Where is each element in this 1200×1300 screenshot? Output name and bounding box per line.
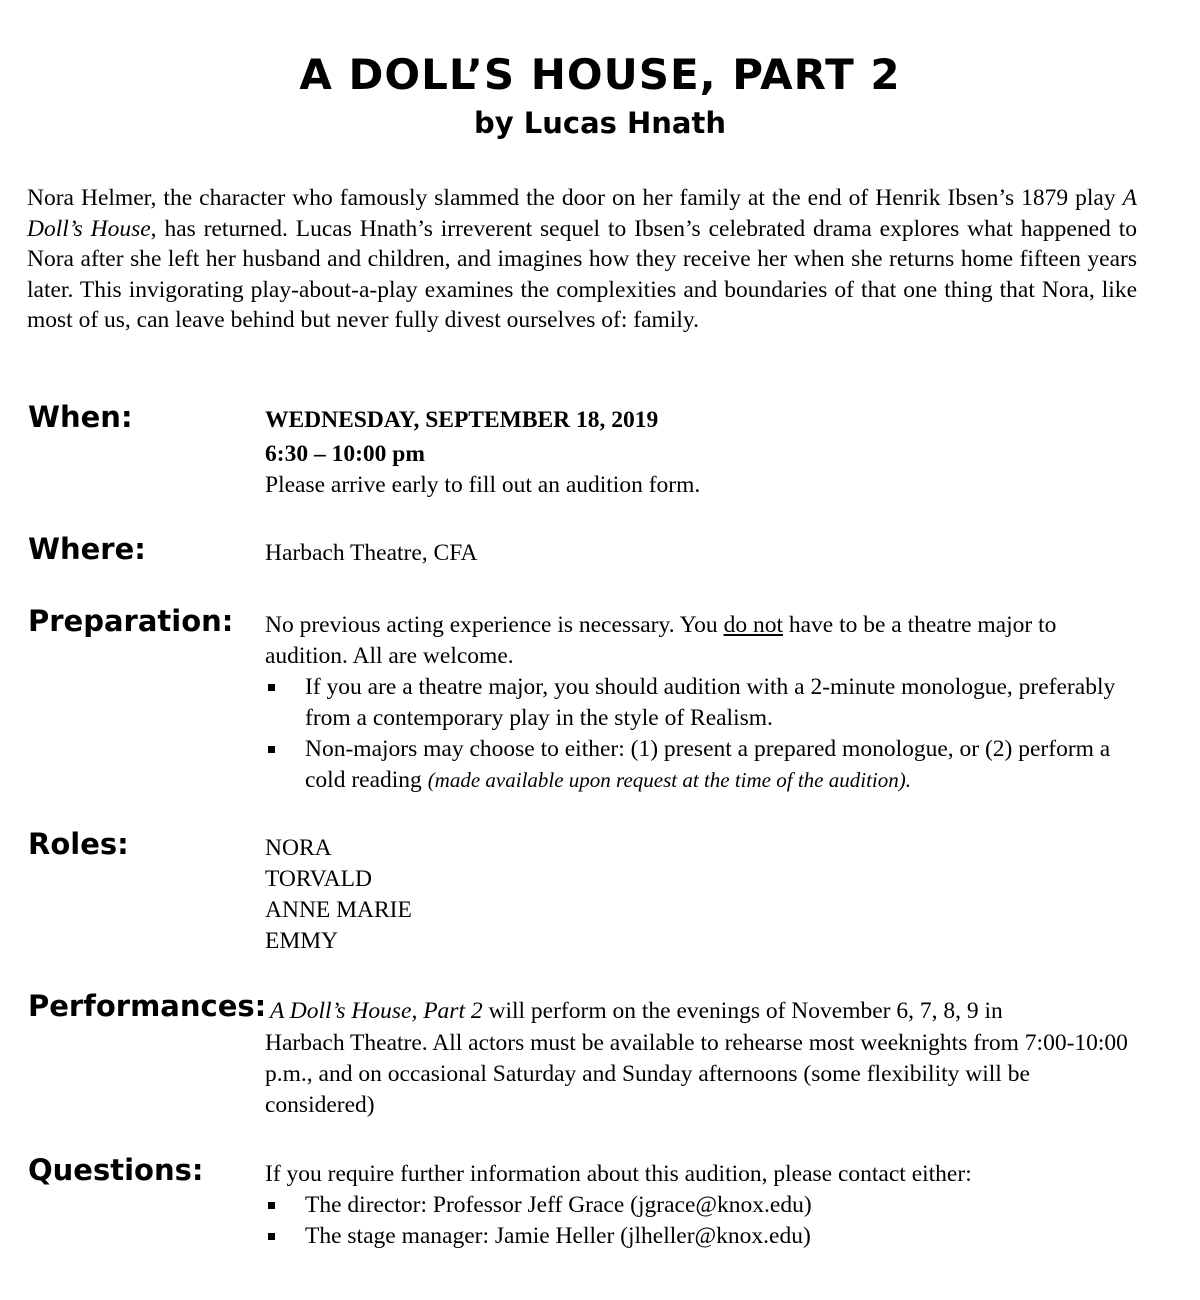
questions-section <box>265 1159 1145 1252</box>
preparation-label: Preparation: <box>28 604 234 638</box>
preparation-section <box>265 610 1145 796</box>
preparation-text-a: No previous acting experience is necessary. You <box>265 612 724 638</box>
roles-section <box>265 833 1145 957</box>
preparation-list <box>265 672 1145 796</box>
where-section <box>265 538 1145 569</box>
role-item: NORA <box>265 835 332 861</box>
author-line: by Lucas Hnath <box>474 106 726 140</box>
role-item: ANNE MARIE <box>265 897 412 923</box>
performances-first-line <box>270 996 1170 1027</box>
when-time: 6:30 – 10:00 pm <box>265 441 425 467</box>
intro-paragraph <box>27 183 1137 336</box>
list-item <box>265 672 1145 734</box>
page-title: A DOLL’S HOUSE, PART 2 <box>299 50 901 99</box>
list-item <box>265 1221 1145 1252</box>
contact-stage-manager: The stage manager: Jamie Heller (jlheller@knox.edu) <box>305 1223 811 1249</box>
when-section <box>265 405 1145 501</box>
where-location: Harbach Theatre, CFA <box>265 540 478 566</box>
intro-text-1: Nora Helmer, the character who famously slammed the door on her family at the end of Henrik Ibsen’s 1879 play <box>27 185 1123 211</box>
preparation-text <box>265 610 1145 672</box>
list-item <box>265 1190 1145 1221</box>
intro-text-2: , has returned. Lucas Hnath’s irreverent sequel to Ibsen’s celebrated drama explores what happened to Nora after she left her husband and children, and imagines how they receive her when she returns home fifteen years later. This invigorating play-about-a-play examines the complexities and boundaries of that one thing that Nora, like most of us, can leave behind but never fully divest ourselves of: family. <box>27 215 1137 333</box>
role-item: EMMY <box>265 928 339 954</box>
preparation-bullet-2: Non-majors may choose to either: (1) present a prepared monologue, or (2) perform a cold reading <box>305 736 1111 793</box>
performances-play-title: A Doll’s House, Part 2 <box>270 998 483 1024</box>
preparation-text-b: have to be a theatre major to audition. All are welcome. <box>265 612 1057 669</box>
list-item <box>265 734 1145 796</box>
preparation-underlined: do not <box>723 612 783 638</box>
intro-play-title: A Doll’s House <box>27 185 1137 242</box>
when-date: WEDNESDAY, SEPTEMBER 18, 2019 <box>265 407 659 433</box>
preparation-bullet-2-note: (made available upon request at the time of the audition). <box>427 768 911 792</box>
where-label: Where: <box>28 532 146 566</box>
roles-label: Roles: <box>28 827 129 861</box>
performances-section <box>265 1028 1135 1121</box>
questions-label: Questions: <box>28 1153 204 1187</box>
contacts-list <box>265 1190 1145 1252</box>
preparation-bullet-1: If you are a theatre major, you should audition with a 2-minute monologue, preferably from a contemporary play in the style of Realism. <box>305 674 1116 731</box>
contact-director: The director: Professor Jeff Grace (jgrace@knox.edu) <box>305 1192 812 1218</box>
performances-line1: will perform on the evenings of November 6, 7, 8, 9 in <box>482 998 1003 1024</box>
when-label: When: <box>28 400 133 434</box>
when-note: Please arrive early to fill out an audition form. <box>265 472 701 498</box>
questions-intro: If you require further information about this audition, please contact either: <box>265 1161 972 1187</box>
performances-text: Harbach Theatre. All actors must be available to rehearse most weeknights from 7:00-10:00 p.m., and on occasional Saturday and Sunday afternoons (some flexibility will be considered) <box>265 1030 1128 1118</box>
performances-label: Performances: <box>28 989 267 1023</box>
role-item: TORVALD <box>265 866 372 892</box>
